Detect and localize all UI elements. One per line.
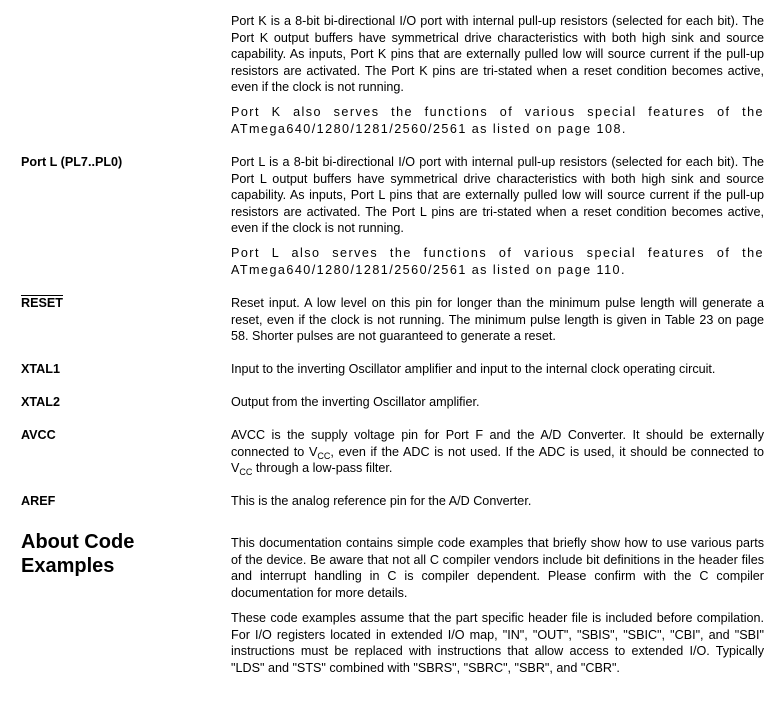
- section-heading: [21, 530, 134, 578]
- aref-label: AREF: [21, 494, 56, 508]
- port-k-description: Port K is a 8-bit bi-directional I/O port with internal pull-up resistors (selected for each bit). The Port K output buffers have symmetrical drive characteristics with both high sink and source capability. As inputs, Port K pins that are externally pulled low will source current if the pull-up resistors are activated. The Port K pins are tri-stated when a reset condition becomes active, even if the clock is not running.: [231, 14, 764, 95]
- xtal2-description: Output from the inverting Oscillator amplifier.: [231, 395, 480, 409]
- avcc-desc-part1: AVCC is the supply voltage pin for Port F and the A/D Converter. It should be externally connected to V: [231, 428, 764, 459]
- port-l-description: Port L is a 8-bit bi-directional I/O port with internal pull-up resistors (selected for each bit). The Port L output buffers have symmetrical drive characteristics with both high sink and source capability. As inputs, Port L pins that are externally pulled low will source current if the pull-up resistors are activated. The Port L pins are tri-stated when a reset condition becomes active, even if the clock is not running.: [231, 155, 764, 236]
- xtal2-label: XTAL2: [21, 395, 60, 409]
- port-k-special-functions: Port K also serves the functions of various special features of the ATmega640/1280/1281/2560/2561 as listed on page 108.: [231, 105, 764, 136]
- xtal1-label: XTAL1: [21, 362, 60, 376]
- port-l-special-functions: Port L also serves the functions of various special features of the ATmega640/1280/1281/2560/2561 as listed on page 110.: [231, 246, 764, 277]
- avcc-label: AVCC: [21, 428, 56, 442]
- code-examples-header-note: These code examples assume that the part specific header file is included before compilation. For I/O registers located in extended I/O map, "IN", "OUT", "SBIS", "SBIC", "CBI", and "SBI" instructions must be replaced with instructions that allow access to extended I/O. Typically "LDS" and "STS" combined with "SBRS", "SBRC", "SBR", and "CBR".: [231, 611, 764, 675]
- avcc-description: [231, 427, 764, 477]
- section-heading-line1: About Code: [21, 531, 135, 553]
- reset-label: RESET: [21, 296, 63, 310]
- xtal1-description: Input to the inverting Oscillator amplifier and input to the internal clock operating circuit.: [231, 362, 716, 376]
- avcc-vcc-subscript-2: CC: [239, 467, 253, 478]
- avcc-vcc-subscript-1: CC: [317, 450, 331, 461]
- aref-description: This is the analog reference pin for the A/D Converter.: [231, 494, 532, 508]
- section-heading-line2: Examples: [21, 555, 115, 577]
- port-l-label: Port L (PL7..PL0): [21, 155, 123, 169]
- reset-description: Reset input. A low level on this pin for longer than the minimum pulse length will generate a reset, even if the clock is not running. The minimum pulse length is given in Table 23 on page 58. Shorter pulses are not guaranteed to generate a reset.: [231, 296, 764, 344]
- avcc-desc-part2: , even if the ADC is not used. If the ADC is used, it should be connected to V: [231, 444, 764, 476]
- code-examples-intro: This documentation contains simple code examples that briefly show how to use various parts of the device. Be aware that not all C compiler vendors include bit definitions in the header files and interrupt handling in C is compiler dependent. Please confirm with the C compiler documentation for more details.: [231, 536, 764, 600]
- avcc-desc-part3: through a low-pass filter.: [252, 461, 393, 476]
